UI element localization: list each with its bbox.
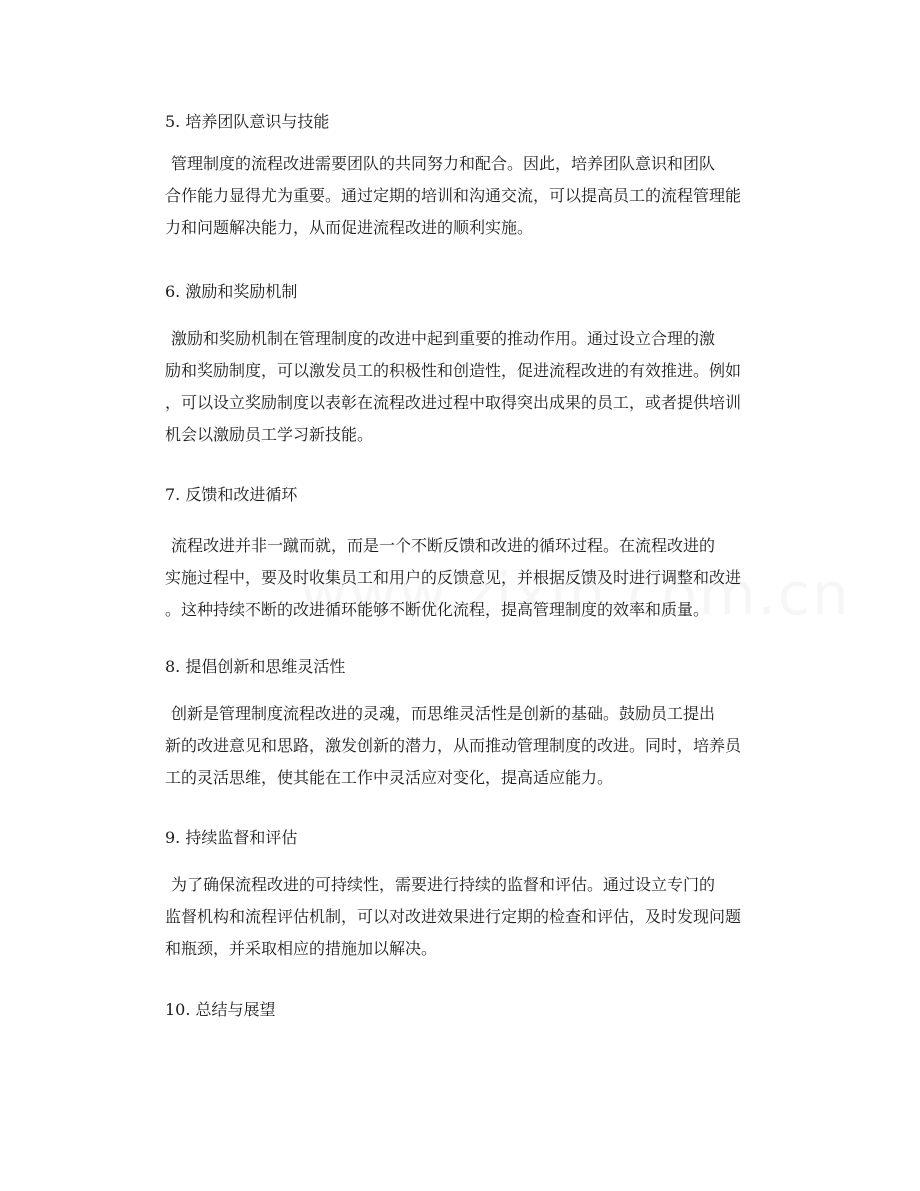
section-heading-8: 8. 提倡创新和思维灵活性 (165, 657, 346, 676)
paragraph-line: 创新是管理制度流程改进的灵魂，而思维灵活性是创新的基础。鼓励员工提出 (171, 704, 716, 723)
section-heading-6: 6. 激励和奖励机制 (165, 282, 298, 301)
section-paragraph-9 (165, 869, 755, 965)
section-paragraph-7 (165, 530, 755, 626)
paragraph-line: 监督机构和流程评估机制，可以对改进效果进行定期的检查和评估，及时发现问题 (165, 907, 742, 926)
section-paragraph-8 (165, 698, 755, 794)
paragraph-line: 流程改进并非一蹴而就，而是一个不断反馈和改进的循环过程。在流程改进的 (171, 536, 716, 555)
paragraph-line: 激励和奖励机制在管理制度的改进中起到重要的推动作用。通过设立合理的激 (171, 329, 716, 348)
paragraph-line: ，可以设立奖励制度以表彰在流程改进过程中取得突出成果的员工，或者提供培训 (165, 393, 742, 412)
section-heading-5: 5. 培养团队意识与技能 (165, 112, 330, 131)
paragraph-line: 力和问题解决能力，从而促进流程改进的顺利实施。 (165, 218, 534, 237)
paragraph-line: 和瓶颈，并采取相应的措施加以解决。 (165, 939, 438, 958)
paragraph-line: 新的改进意见和思路，激发创新的潜力，从而推动管理制度的改进。同时，培养员 (165, 736, 742, 755)
paragraph-line: 管理制度的流程改进需要团队的共同努力和配合。因此，培养团队意识和团队 (171, 154, 716, 173)
paragraph-line: 为了确保流程改进的可持续性，需要进行持续的监督和评估。通过设立专门的 (171, 875, 716, 894)
section-paragraph-5 (165, 148, 755, 244)
paragraph-line: 。这种持续不断的改进循环能够不断优化流程，提高管理制度的效率和质量。 (165, 600, 710, 619)
paragraph-line: 合作能力显得尤为重要。通过定期的培训和沟通交流，可以提高员工的流程管理能 (165, 186, 742, 205)
paragraph-line: 机会以激励员工学习新技能。 (165, 425, 374, 444)
paragraph-line: 励和奖励制度，可以激发员工的积极性和创造性，促进流程改进的有效推进。例如 (165, 361, 742, 380)
section-heading-9: 9. 持续监督和评估 (165, 828, 298, 847)
section-paragraph-6 (165, 323, 755, 451)
section-heading-10: 10. 总结与展望 (165, 1000, 276, 1019)
section-heading-7: 7. 反馈和改进循环 (165, 485, 298, 504)
paragraph-line: 工的灵活思维，使其能在工作中灵活应对变化，提高适应能力。 (165, 768, 614, 787)
paragraph-line: 实施过程中，要及时收集员工和用户的反馈意见，并根据反馈及时进行调整和改进 (165, 568, 742, 587)
